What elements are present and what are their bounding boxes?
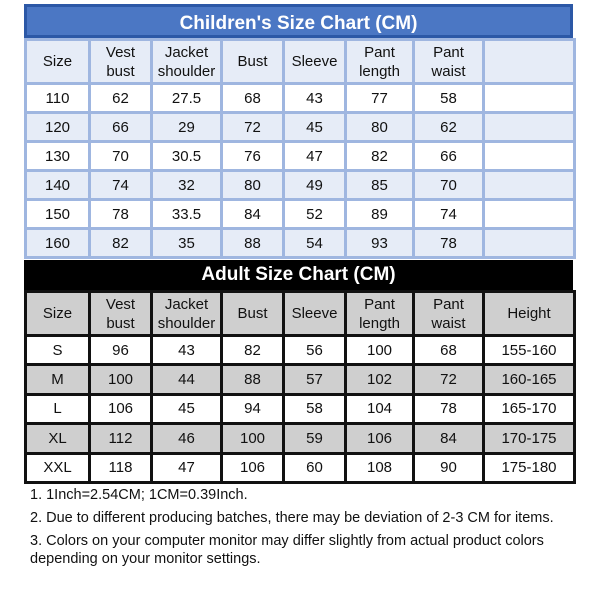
table-cell: 30.5	[152, 142, 222, 171]
table-cell: 27.5	[152, 84, 222, 113]
table-cell: 106	[346, 424, 414, 453]
table-cell: 80	[222, 171, 284, 200]
table-cell	[484, 171, 575, 200]
table-cell: 160	[26, 229, 90, 258]
table-cell: 130	[26, 142, 90, 171]
table-cell: 90	[414, 453, 484, 482]
table-cell: 47	[152, 453, 222, 482]
table-cell: 94	[222, 394, 284, 423]
table-cell: 74	[90, 171, 152, 200]
table-cell: 54	[284, 229, 346, 258]
table-cell: 62	[414, 113, 484, 142]
table-cell: 52	[284, 200, 346, 229]
table-cell: 88	[222, 365, 284, 394]
table-cell: 100	[222, 424, 284, 453]
table-cell: 58	[414, 84, 484, 113]
table-cell: 78	[90, 200, 152, 229]
table-cell: 112	[90, 424, 152, 453]
table-cell: 102	[346, 365, 414, 394]
table-cell: 120	[26, 113, 90, 142]
header-cell: Size	[26, 292, 90, 336]
table-cell: 56	[284, 336, 346, 365]
adult-size-chart	[24, 260, 573, 482]
table-cell: 77	[346, 84, 414, 113]
table-cell: 76	[222, 142, 284, 171]
table-cell: 160-165	[484, 365, 575, 394]
table-cell: 84	[414, 424, 484, 453]
table-cell: 104	[346, 394, 414, 423]
table-row	[26, 229, 575, 258]
table-cell: 43	[284, 84, 346, 113]
table-cell: 96	[90, 336, 152, 365]
table-cell: 106	[90, 394, 152, 423]
table-header-row	[26, 292, 575, 336]
children-size-chart	[24, 4, 573, 254]
table-cell: 106	[222, 453, 284, 482]
header-cell: Jacket shoulder	[152, 40, 222, 84]
table-row	[26, 113, 575, 142]
table-row	[26, 171, 575, 200]
table-cell: 108	[346, 453, 414, 482]
adult-size-chart-title: Adult Size Chart (CM)	[24, 260, 573, 290]
table-cell: 74	[414, 200, 484, 229]
table-cell: 72	[414, 365, 484, 394]
table-cell: 82	[222, 336, 284, 365]
table-cell	[484, 200, 575, 229]
table-row	[26, 365, 575, 394]
table-cell: 29	[152, 113, 222, 142]
header-cell: Bust	[222, 292, 284, 336]
table-row	[26, 200, 575, 229]
header-cell: Jacket shoulder	[152, 292, 222, 336]
children-size-table	[24, 38, 576, 259]
note-colors: 3. Colors on your computer monitor may differ slightly from actual product colors depending on your monitor settings.	[30, 533, 544, 567]
table-cell: 150	[26, 200, 90, 229]
table-cell: 58	[284, 394, 346, 423]
note-deviation: 2. Due to different producing batches, there may be deviation of 2-3 CM for items.	[30, 510, 554, 526]
header-cell: Height	[484, 292, 575, 336]
table-cell: XL	[26, 424, 90, 453]
table-cell: 80	[346, 113, 414, 142]
table-cell: 110	[26, 84, 90, 113]
table-cell	[484, 113, 575, 142]
table-cell: 66	[414, 142, 484, 171]
size-notes	[30, 486, 596, 573]
table-cell: M	[26, 365, 90, 394]
table-cell: 49	[284, 171, 346, 200]
header-cell: Vest bust	[90, 292, 152, 336]
table-header-row	[26, 40, 575, 84]
header-cell: Sleeve	[284, 40, 346, 84]
table-row	[26, 394, 575, 423]
note-conversion: 1. 1Inch=2.54CM; 1CM=0.39Inch.	[30, 487, 248, 503]
header-cell: Bust	[222, 40, 284, 84]
table-cell: 93	[346, 229, 414, 258]
table-cell: 46	[152, 424, 222, 453]
table-cell: 82	[346, 142, 414, 171]
table-row	[26, 453, 575, 482]
table-cell: 70	[90, 142, 152, 171]
table-row	[26, 142, 575, 171]
table-cell: 70	[414, 171, 484, 200]
table-cell: 89	[346, 200, 414, 229]
table-cell: 32	[152, 171, 222, 200]
table-cell: 44	[152, 365, 222, 394]
table-row	[26, 336, 575, 365]
header-cell: Size	[26, 40, 90, 84]
table-cell: 68	[414, 336, 484, 365]
children-size-chart-title: Children's Size Chart (CM)	[24, 4, 573, 38]
table-cell: 35	[152, 229, 222, 258]
table-cell: XXL	[26, 453, 90, 482]
header-cell: Pant length	[346, 40, 414, 84]
table-cell: 175-180	[484, 453, 575, 482]
header-cell: Pant waist	[414, 40, 484, 84]
table-cell: 62	[90, 84, 152, 113]
table-cell: 82	[90, 229, 152, 258]
table-cell: 155-160	[484, 336, 575, 365]
table-cell: 72	[222, 113, 284, 142]
table-cell: 60	[284, 453, 346, 482]
table-cell: S	[26, 336, 90, 365]
header-cell	[484, 40, 575, 84]
table-cell: 118	[90, 453, 152, 482]
table-cell: 170-175	[484, 424, 575, 453]
table-cell: 100	[90, 365, 152, 394]
adult-size-table	[24, 290, 576, 484]
table-cell: 100	[346, 336, 414, 365]
table-cell: 59	[284, 424, 346, 453]
header-cell: Sleeve	[284, 292, 346, 336]
header-cell: Pant length	[346, 292, 414, 336]
table-cell: 33.5	[152, 200, 222, 229]
table-cell	[484, 142, 575, 171]
table-cell: 140	[26, 171, 90, 200]
table-cell	[484, 229, 575, 258]
table-cell: 57	[284, 365, 346, 394]
table-cell: 78	[414, 229, 484, 258]
table-row	[26, 84, 575, 113]
table-row	[26, 424, 575, 453]
table-cell: 85	[346, 171, 414, 200]
table-cell: 47	[284, 142, 346, 171]
table-cell: 43	[152, 336, 222, 365]
table-cell	[484, 84, 575, 113]
table-cell: 45	[152, 394, 222, 423]
table-cell: 165-170	[484, 394, 575, 423]
table-cell: L	[26, 394, 90, 423]
table-cell: 88	[222, 229, 284, 258]
table-cell: 45	[284, 113, 346, 142]
header-cell: Pant waist	[414, 292, 484, 336]
table-cell: 66	[90, 113, 152, 142]
table-cell: 84	[222, 200, 284, 229]
header-cell: Vest bust	[90, 40, 152, 84]
table-cell: 68	[222, 84, 284, 113]
table-cell: 78	[414, 394, 484, 423]
